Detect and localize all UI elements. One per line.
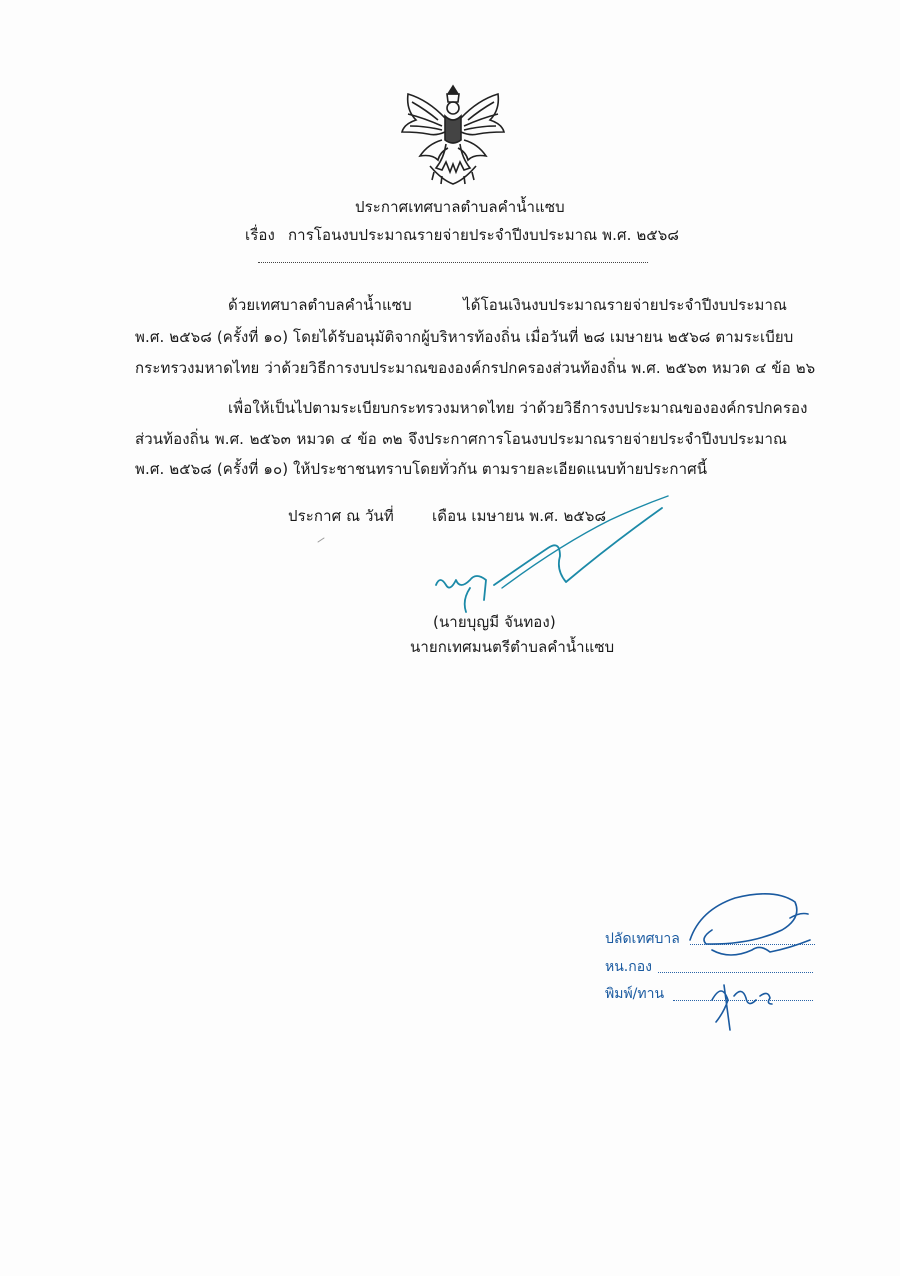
announcement-title: ประกาศเทศบาลตำบลคำน้ำแซบ xyxy=(355,198,565,216)
signer-name: (นายบุญมี จันทอง) xyxy=(433,613,556,631)
subject-label: เรื่อง xyxy=(245,226,275,244)
clerk-initials-icon xyxy=(690,894,810,955)
title-divider xyxy=(258,262,648,263)
paragraph2-line3: พ.ศ. ๒๕๖๘ (ครั้งที่ ๑๐) ให้ประชาชนทราบโดยทั่วกัน ตามรายละเอียดแนบท้ายประกาศนี้ xyxy=(135,460,708,478)
subject-text: การโอนงบประมาณรายจ่ายประจำปีงบประมาณ พ.ศ. ๒๕๖๘ xyxy=(288,226,680,244)
date-prefix: ประกาศ ณ วันที่ xyxy=(288,507,394,525)
paragraph1-line2: พ.ศ. ๒๕๖๘ (ครั้งที่ ๑๐) โดยได้รับอนุมัติจากผู้บริหารท้องถิ่น เมื่อวันที่ ๒๘ เมษายน ๒๕๖๘ ตามระเบียบ xyxy=(135,328,794,346)
stamp-dots-1 xyxy=(690,944,815,945)
date-month: เดือน เมษายน พ.ศ. ๒๕๖๘ xyxy=(432,507,607,525)
stamp-dots-3 xyxy=(673,1000,813,1001)
paragraph1-line1: ด้วยเทศบาลตำบลคำน้ำแซบ ได้โอนเงินงบประมาณรายจ่ายประจำปีงบประมาณ xyxy=(228,296,787,314)
paragraph2-line2: ส่วนท้องถิ่น พ.ศ. ๒๕๖๓ หมวด ๔ ข้อ ๓๒ จึงประกาศการโอนงบประมาณรายจ่ายประจำปีงบประมาณ xyxy=(135,430,787,448)
garuda-emblem-icon xyxy=(398,80,508,190)
typist-initials-icon xyxy=(712,985,772,1030)
stamp-dots-2 xyxy=(658,972,813,973)
paragraph1-line3: กระทรวงมหาดไทย ว่าด้วยวิธีการงบประมาณขององค์กรปกครองส่วนท้องถิ่น พ.ศ. ๒๕๖๓ หมวด ๔ ข้อ ๒๖ xyxy=(135,359,816,377)
stamp-row-clerk: ปลัดเทศบาล xyxy=(605,931,680,947)
signer-position: นายกเทศมนตรีตำบลคำน้ำแซบ xyxy=(410,638,615,656)
paragraph2-line1: เพื่อให้เป็นไปตามระเบียบกระทรวงมหาดไทย ว่าด้วยวิธีการงบประมาณขององค์กรปกครอง xyxy=(228,399,808,417)
stamp-row-division: หน.กอง xyxy=(605,959,652,975)
stamp-row-typist: พิมพ์/ทาน xyxy=(605,986,665,1002)
